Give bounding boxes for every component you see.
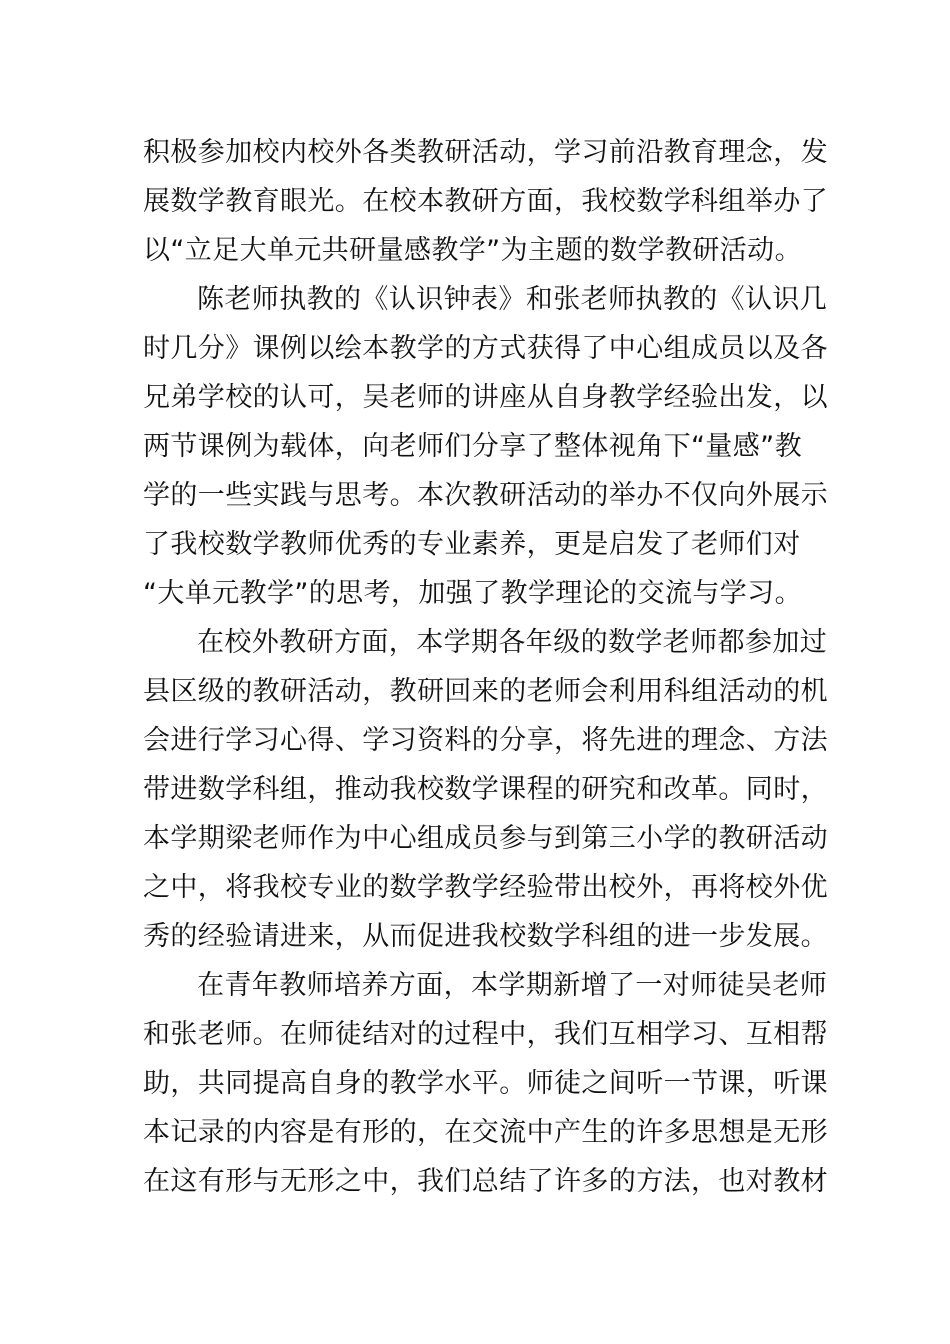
paragraph-first-line: 在校外教研方面，本学期各年级的数学老师都参加过 (197, 627, 828, 658)
text-line: 两节课例为载体，向老师们分享了整体视角下“量感”教 (143, 431, 802, 462)
document-body (143, 128, 828, 1206)
text-line: 积极参加校内校外各类教研活动，学习前沿教育理念，发 (143, 137, 828, 168)
text-line: 了我校数学教师优秀的专业素养，更是启发了老师们对 (143, 529, 801, 560)
text-line: 在这有形与无形之中，我们总结了许多的方法，也对教材 (143, 1166, 828, 1197)
text-line: 助，共同提高自身的教学水平。师徒之间听一节课，听课 (143, 1068, 828, 1099)
text-line: 带进数学科组，推动我校数学课程的研究和改革。同时， (143, 774, 828, 805)
text-line: 之中，将我校专业的数学教学经验带出校外，再将校外优 (143, 872, 828, 903)
text-line: 学的一些实践与思考。本次教研活动的举办不仅向外展示 (143, 480, 828, 511)
text-line: 县区级的教研活动，教研回来的老师会利用科组活动的机 (143, 676, 828, 707)
text-line: 秀的经验请进来，从而促进我校数学科组的进一步发展。 (143, 921, 828, 952)
text-line: 以“立足大单元共研量感教学”为主题的数学教研活动。 (143, 235, 802, 266)
paragraph-first-line: 陈老师执教的《认识钟表》和张老师执教的《认识几 (197, 284, 828, 315)
text-line: 兄弟学校的认可，吴老师的讲座从自身教学经验出发，以 (143, 382, 828, 413)
text-line: 本学期梁老师作为中心组成员参与到第三小学的教研活动 (143, 823, 828, 854)
text-line: 会进行学习心得、学习资料的分享，将先进的理念、方法 (143, 725, 828, 756)
text-line: 展数学教育眼光。在校本教研方面，我校数学科组举办了 (143, 186, 828, 217)
text-line: 和张老师。在师徒结对的过程中，我们互相学习、互相帮 (143, 1019, 828, 1050)
text-line: “大单元教学”的思考，加强了教学理论的交流与学习。 (143, 578, 802, 609)
text-line: 本记录的内容是有形的，在交流中产生的许多思想是无形 (143, 1117, 828, 1148)
paragraph-first-line: 在青年教师培养方面，本学期新增了一对师徒吴老师 (197, 970, 828, 1001)
text-line: 时几分》课例以绘本教学的方式获得了中心组成员以及各 (143, 333, 828, 364)
